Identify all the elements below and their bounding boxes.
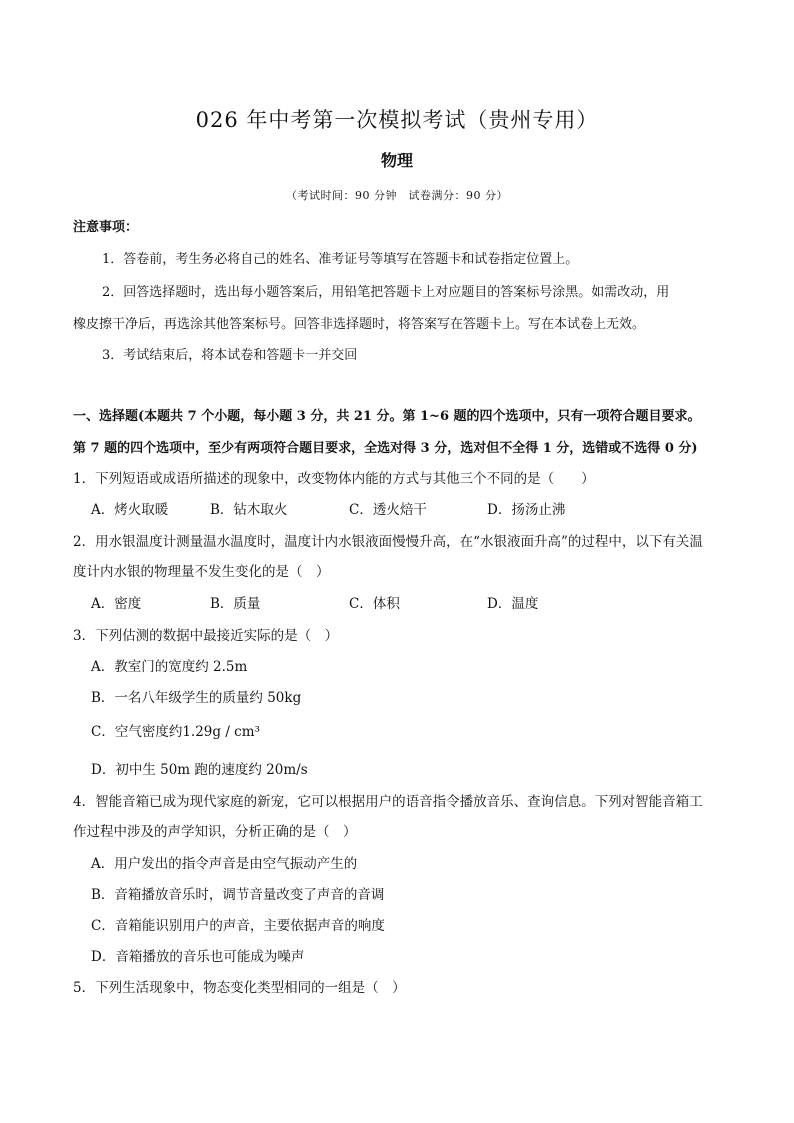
option-d: D．初中生 50m 跑的速度约 20m/s [91,762,308,778]
option-b: B．钻木取火 [210,502,288,518]
option-d: D．音箱播放的音乐也可能成为噪声 [91,949,305,965]
option-c: C．空气密度约1.29g / cm³ [91,724,260,740]
exam-title: 026 年中考第一次模拟考试（贵州专用） [195,108,599,132]
question-stem-continued: 作过程中涉及的声学知识，分析正确的是（ ） [73,824,357,840]
option-c: C．透火焙干 [349,502,427,518]
option-a: A．用户发出的指令声音是由空气振动产生的 [91,856,358,872]
note-item: 2．回答选择题时，选出每小题答案后，用铅笔把答题卡上对应题目的答案标号涂黑。如需改动，用 [102,285,670,300]
question-stem: 3．下列估测的数据中最接近实际的是（ ） [73,628,339,644]
section-heading-continued: 第 7 题的四个选项中，至少有两项符合题目要求，全选对得 3 分，选对但不全得 1 分，选错或不选得 0 分) [73,441,698,456]
question-stem: 2．用水银温度计测量温水温度时，温度计内水银液面慢慢升高，在“水银液面升高”的过程中，以下有关温 [73,534,703,550]
note-item: 3．考试结束后，将本试卷和答题卡一并交回 [102,348,358,363]
note-item-continued: 橡皮擦干净后，再选涂其他答案标号。回答非选择题时，将答案写在答题卡上。写在本试卷上无效。 [73,317,646,332]
option-d: D．温度 [487,596,539,612]
subject-title: 物理 [380,151,413,170]
option-b: B．一名八年级学生的质量约 50kg [91,690,302,706]
question-stem: 4．智能音箱已成为现代家庭的新宠，它可以根据用户的语音指令播放音乐、查询信息。下列对智能音箱工 [73,794,703,810]
option-a: A．烤火取暖 [91,502,169,518]
option-a: A．教室门的宽度约 2.5m [91,659,248,675]
option-d: D．扬汤止沸 [487,502,566,518]
option-b: B．音箱播放音乐时，调节音量改变了声音的音调 [91,887,385,903]
option-b: B．质量 [210,596,261,612]
question-stem: 1．下列短语或成语所描述的现象中，改变物体内能的方式与其他三个不同的是（ ） [73,471,595,487]
question-stem: 5．下列生活现象中，物态变化类型相同的一组是（ ） [73,980,406,996]
option-c: C．音箱能识别用户的声音，主要依据声音的响度 [91,918,385,934]
exam-meta: （考试时间：90 分钟 试卷满分：90 分） [286,189,508,202]
question-stem-continued: 度计内水银的物理量不发生变化的是（ ） [73,564,330,580]
notes-heading: 注意事项： [73,220,139,235]
section-heading: 一、选择题(本题共 7 个小题，每小题 3 分，共 21 分。第 1~6 题的四个选项中，只有一项符合题目要求。 [73,409,701,424]
note-item: 1．答卷前，考生务必将自己的姓名、准考证号等填写在答题卡和试卷指定位置上。 [102,252,579,267]
option-c: C．体积 [349,596,400,612]
option-a: A．密度 [91,596,142,612]
